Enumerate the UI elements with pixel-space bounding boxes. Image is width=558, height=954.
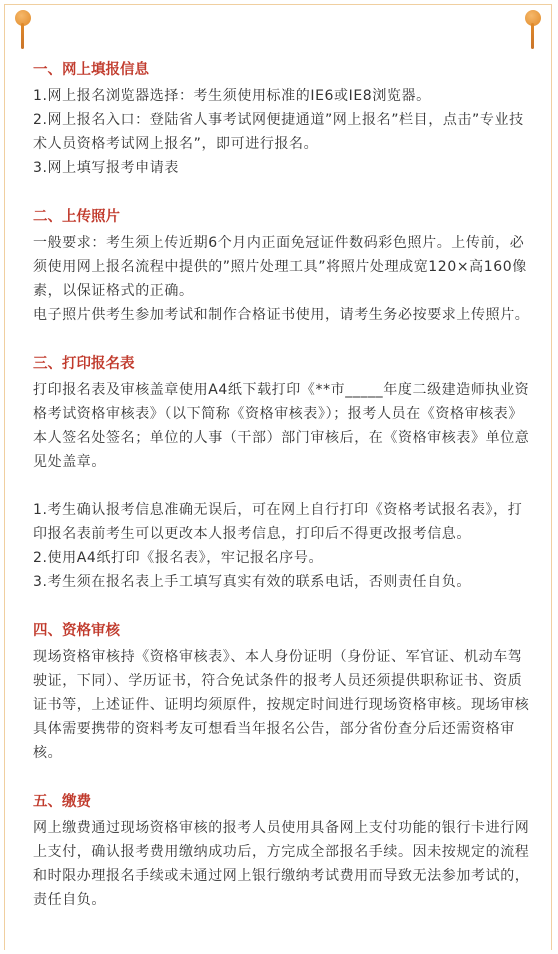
article-content	[33, 60, 533, 939]
section-print-form	[33, 354, 533, 594]
paragraph: 2.使用A4纸打印《报名表》，牢记报名序号。	[33, 550, 324, 566]
section-heading: 四、资格审核	[33, 623, 120, 639]
paragraph: 3.考生须在报名表上手工填写真实有效的联系电话，否则责任自负。	[33, 574, 471, 590]
section-upload-photo	[33, 207, 533, 327]
section-heading: 一、网上填报信息	[33, 62, 149, 78]
paragraph: 1.考生确认报考信息准确无误后，可在网上自行打印《资格考试报名表》，打印报名表前考生可以更改本人报考信息，打印后不得更改报考信息。	[33, 502, 523, 542]
pushpin-icon-left	[14, 10, 32, 48]
paragraph: 电子照片供考生参加考试和制作合格证书使用，请考生务必按要求上传照片。	[33, 307, 530, 323]
section-heading: 三、打印报名表	[33, 356, 135, 372]
pushpin-icon-right	[524, 10, 542, 48]
paragraph: 2.网上报名入口：登陆省人事考试网便捷通道”网上报名”栏目，点击”专业技术人员资格考试网上报名”，即可进行报名。	[33, 112, 524, 152]
paragraph: 一般要求：考生须上传近期6个月内正面免冠证件数码彩色照片。上传前，必须使用网上报名流程中提供的”照片处理工具”将照片处理成宽120×高160像素，以保证格式的正确。	[33, 235, 527, 299]
section-heading: 五、缴费	[33, 794, 91, 810]
section-online-registration	[33, 60, 533, 180]
section-qualification-review	[33, 621, 533, 765]
paragraph: 3.网上填写报考申请表	[33, 160, 179, 176]
paragraph: 网上缴费通过现场资格审核的报考人员使用具备网上支付功能的银行卡进行网上支付，确认报考费用缴纳成功后，方完成全部报名手续。因未按规定的流程和时限办理报名手续或未通过网上银行缴纳考试费用而导致无法参加考试的，责任自负。	[33, 820, 530, 908]
section-heading: 二、上传照片	[33, 209, 120, 225]
paragraph: 打印报名表及审核盖章使用A4纸下载打印《**市_____年度二级建造师执业资格考试资格审核表》（以下简称《资格审核表》）；报考人员在《资格审核表》本人签名处签名；单位的人事（干部）部门审核后，在《资格审核表》单位意见处盖章。	[33, 382, 530, 470]
section-payment	[33, 792, 533, 912]
paragraph: 现场资格审核持《资格审核表》、本人身份证明（身份证、军官证、机动车驾驶证，下同）、学历证书，符合免试条件的报考人员还须提供职称证书、资质证书等，上述证件、证明均须原件，按规定时间进行现场资格审核。现场审核具体需要携带的资料考友可想看当年报名公告，部分省份查分后还需资格审核。	[33, 649, 530, 761]
paragraph: 1.网上报名浏览器选择：考生须使用标准的IE6或IE8浏览器。	[33, 88, 431, 104]
